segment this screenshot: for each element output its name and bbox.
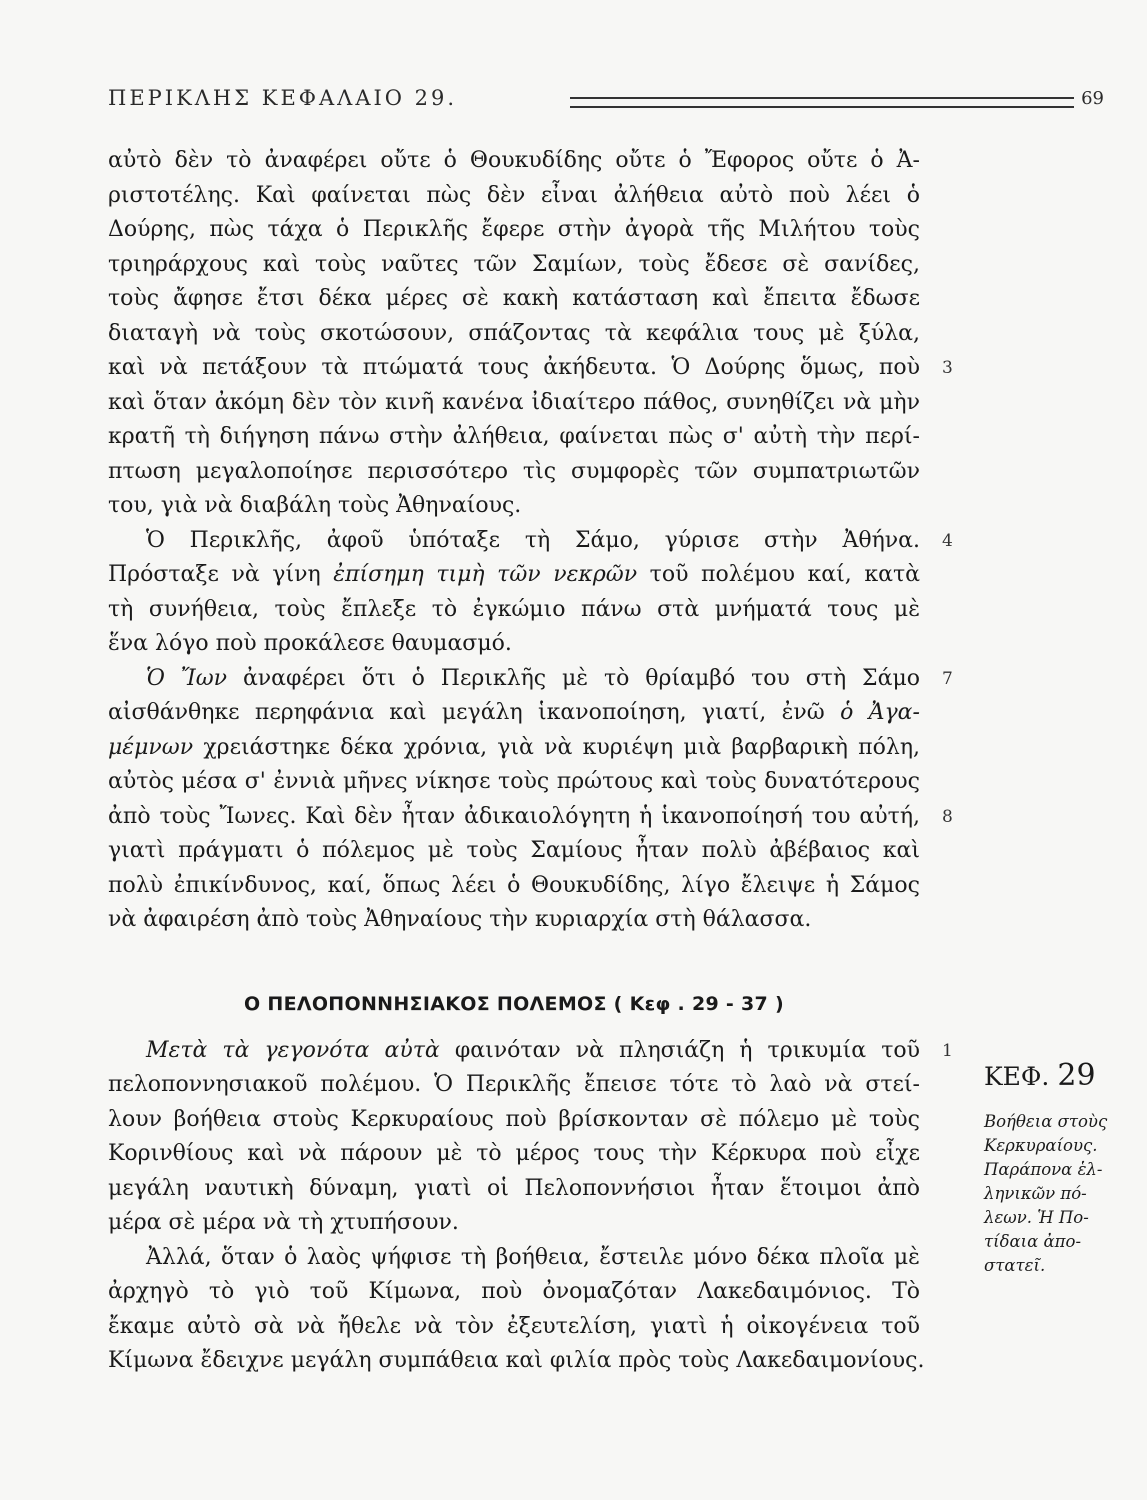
section-heading: Ο ΠΕΛΟΠΟΝΝΗΣΙΑΚΟΣ ΠΟΛΕΜΟΣ ( Κεφ . 29 - 37 ) [244, 992, 784, 1015]
text-line: Ἀλλά, ὅταν ὁ λαὸς ψήφισε τὴ βοήθεια, ἔστειλε μόνο δέκα πλοῖα μὲ [146, 1244, 920, 1270]
text-line: ἕνα λόγο ποὺ προκάλεσε θαυμασμό. [108, 631, 512, 656]
text-line [108, 662, 953, 697]
text-line: μέρα σὲ μέρα νὰ τὴ χτυπήσουν. [108, 1210, 459, 1235]
margin-summary-note [984, 1110, 1124, 1278]
text-line [108, 524, 953, 559]
text-line: νὰ ἀφαιρέση ἀπὸ τοὺς Ἀθηναίους τὴν κυριαρχία στὴ θάλασσα. [108, 907, 812, 932]
margin-column [984, 1056, 1124, 1278]
text-line: τὴ συνήθεια, τοὺς ἔπλεξε τὸ ἐγκώμιο πάνω στὰ μνήματά τους μὲ [108, 596, 920, 622]
header-double-rule [570, 97, 1074, 108]
italic-span: ὁ Ἀγα- [840, 700, 920, 725]
text-line [108, 731, 920, 766]
text-line: αὐτὸ δὲν τὸ ἀναφέρει οὔτε ὁ Θουκυδίδης οὔτε ὁ Ἔφορος οὔτε ὁ Ἀ- [108, 148, 920, 173]
text-line: τριηράρχους καὶ τοὺς ναῦτες τῶν Σαμίων, τοὺς ἔδεσε σὲ σανίδες, [108, 251, 920, 277]
line-number: 4 [942, 530, 953, 551]
margin-note-line: Κερκυραίους. [984, 1136, 1098, 1155]
margin-note-line: Βοήθεια στοὺς [984, 1112, 1108, 1131]
text-line: ἔκαμε αὐτὸ σὰ νὰ ἤθελε νὰ τὸν ἐξευτελίση, γιατὶ ἡ οἰκογένεια τοῦ [108, 1313, 920, 1339]
italic-span: ἐπίσημη τιμὴ τῶν νεκρῶν [333, 562, 638, 587]
text-line: πελοποννησιακοῦ πολέμου. Ὁ Περικλῆς ἔπεισε τότε τὸ λαὸ νὰ στεί- [108, 1072, 920, 1097]
line-number: 3 [942, 358, 953, 378]
italic-span: Ὁ Ἴων [146, 665, 228, 691]
running-title: ΠΕΡΙΚΛΗΣ ΚΕΦΑΛΑΙΟ 29. [108, 86, 458, 110]
text-span: ἀπὸ τοὺς Ἴωνες. Καὶ δὲν ἦταν ἀδικαιολόγητη ἡ ἱκανοποίησή του αὐτή, [108, 803, 920, 829]
text-line: του, γιὰ νὰ διαβάλη τοὺς Ἀθηναίους. [108, 493, 522, 518]
main-text-column [108, 144, 953, 1379]
margin-chapter-marker [984, 1056, 1124, 1096]
text-line [108, 558, 920, 593]
text-span: φαινόταν νὰ πλησιάζη ἡ τρικυμία τοῦ [439, 1037, 920, 1063]
text-span-wrap [146, 1038, 920, 1063]
italic-span: Μετὰ τὰ γεγονότα αὐτὰ [146, 1037, 440, 1063]
text-line: ριστοτέλης. Καὶ φαίνεται πὼς δὲν εἶναι ἀλήθεια αὐτὸ ποὺ λέει ὁ [108, 182, 920, 208]
chapter-label: ΚΕΦ. [984, 1062, 1050, 1091]
text-line [108, 696, 920, 731]
text-span: ἀναφέρει ὅτι ὁ Περικλῆς μὲ τὸ θρίαμβό του στὴ Σάμο [227, 665, 920, 691]
line-number: 1 [942, 1040, 953, 1061]
text-span: Πρόσταξε νὰ γίνη [108, 562, 334, 587]
text-line: γιατὶ πράγματι ὁ πόλεμος μὲ τοὺς Σαμίους ἦταν πολὺ ἀβέβαιος καὶ [108, 838, 920, 863]
text-line: λουν βοήθεια στοὺς Κερκυραίους ποὺ βρίσκονταν σὲ πόλεμο μὲ τοὺς [108, 1106, 920, 1132]
text-span: αἰσθάνθηκε περηφάνια καὶ μεγάλη ἱκανοποίηση, γιατί, ἐνῶ [108, 700, 841, 725]
text-line: κρατῆ τὴ διήγηση πάνω στὴν ἀλήθεια, φαίνεται πὼς σ' αὐτὴ τὴν περί- [108, 424, 920, 449]
text-line: πολὺ ἐπικίνδυνος, καί, ὅπως λέει ὁ Θουκυδίδης, λίγο ἔλειψε ἡ Σάμος [108, 872, 920, 898]
margin-note-line: τίδαια ἀπο- [984, 1232, 1082, 1251]
text-line: μεγάλη ναυτικὴ δύναμη, γιατὶ οἱ Πελοποννήσιοι ἦταν ἕτοιμοι ἀπὸ [108, 1175, 920, 1201]
margin-note-line: στατεῖ. [984, 1256, 1046, 1275]
text-line [108, 1034, 953, 1069]
line-number: 8 [942, 806, 953, 827]
text-span: χρειάστηκε δέκα χρόνια, γιὰ νὰ κυριέψη μιὰ βαρβαρικὴ πόλη, [193, 734, 920, 760]
text-line [108, 351, 953, 386]
margin-note-line: λεων. Ἡ Πο- [984, 1208, 1089, 1227]
margin-note-line: Παράπονα ἑλ- [984, 1160, 1103, 1179]
text-line: Κορινθίους καὶ νὰ πάρουν μὲ τὸ μέρος τους τὴν Κέρκυρα ποὺ εἶχε [108, 1141, 920, 1166]
text-line [108, 800, 953, 835]
text-span-wrap [146, 666, 920, 691]
text-span: Ὁ Περικλῆς, ἀφοῦ ὑπόταξε τὴ Σάμο, γύρισε στὴν Ἀθήνα. [146, 527, 920, 553]
text-line: καὶ ὅταν ἀκόμη δὲν τὸν κινῆ κανένα ἰδιαίτερο πάθος, συνηθίζει νὰ μὴν [108, 389, 920, 415]
chapter-number: 29 [1057, 1058, 1096, 1093]
text-line: διαταγὴ νὰ τοὺς σκοτώσουν, σπάζοντας τὰ κεφάλια τους μὲ ξύλα, [108, 320, 920, 346]
text-span: καὶ νὰ πετάξουν τὰ πτώματά τους ἀκήδευτα. Ὁ Δούρης ὅμως, ποὺ [108, 355, 920, 380]
text-line: ἀρχηγὸ τὸ γιὸ τοῦ Κίμωνα, ποὺ ὀνομαζόταν Λακεδαιμόνιος. Τὸ [108, 1279, 920, 1304]
text-line: Κίμωνα ἔδειχνε μεγάλη συμπάθεια καὶ φιλία πρὸς τοὺς Λακεδαιμονίους. [108, 1348, 925, 1373]
text-span: τοῦ πολέμου καί, κατὰ [637, 562, 920, 587]
text-line: πτωση μεγαλοποίησε περισσότερο τὶς συμφορὲς τῶν συμπατριωτῶν [108, 458, 920, 484]
text-line: Δούρης, πὼς τάχα ὁ Περικλῆς ἔφερε στὴν ἀγορὰ τῆς Μιλήτου τοὺς [108, 217, 920, 242]
text-line: αὐτὸς μέσα σ' ἐννιὰ μῆνες νίκησε τοὺς πρώτους καὶ τοὺς δυνατότερους [108, 769, 920, 794]
text-line: τοὺς ἄφησε ἔτσι δέκα μέρες σὲ κακὴ κατάσταση καὶ ἔπειτα ἔδωσε [108, 286, 920, 311]
line-number: 7 [942, 668, 953, 689]
margin-note-line: ληνικῶν πό- [984, 1184, 1087, 1203]
italic-span: μέμνων [108, 734, 194, 760]
page-number: 69 [1081, 88, 1104, 109]
running-header [108, 86, 1104, 120]
